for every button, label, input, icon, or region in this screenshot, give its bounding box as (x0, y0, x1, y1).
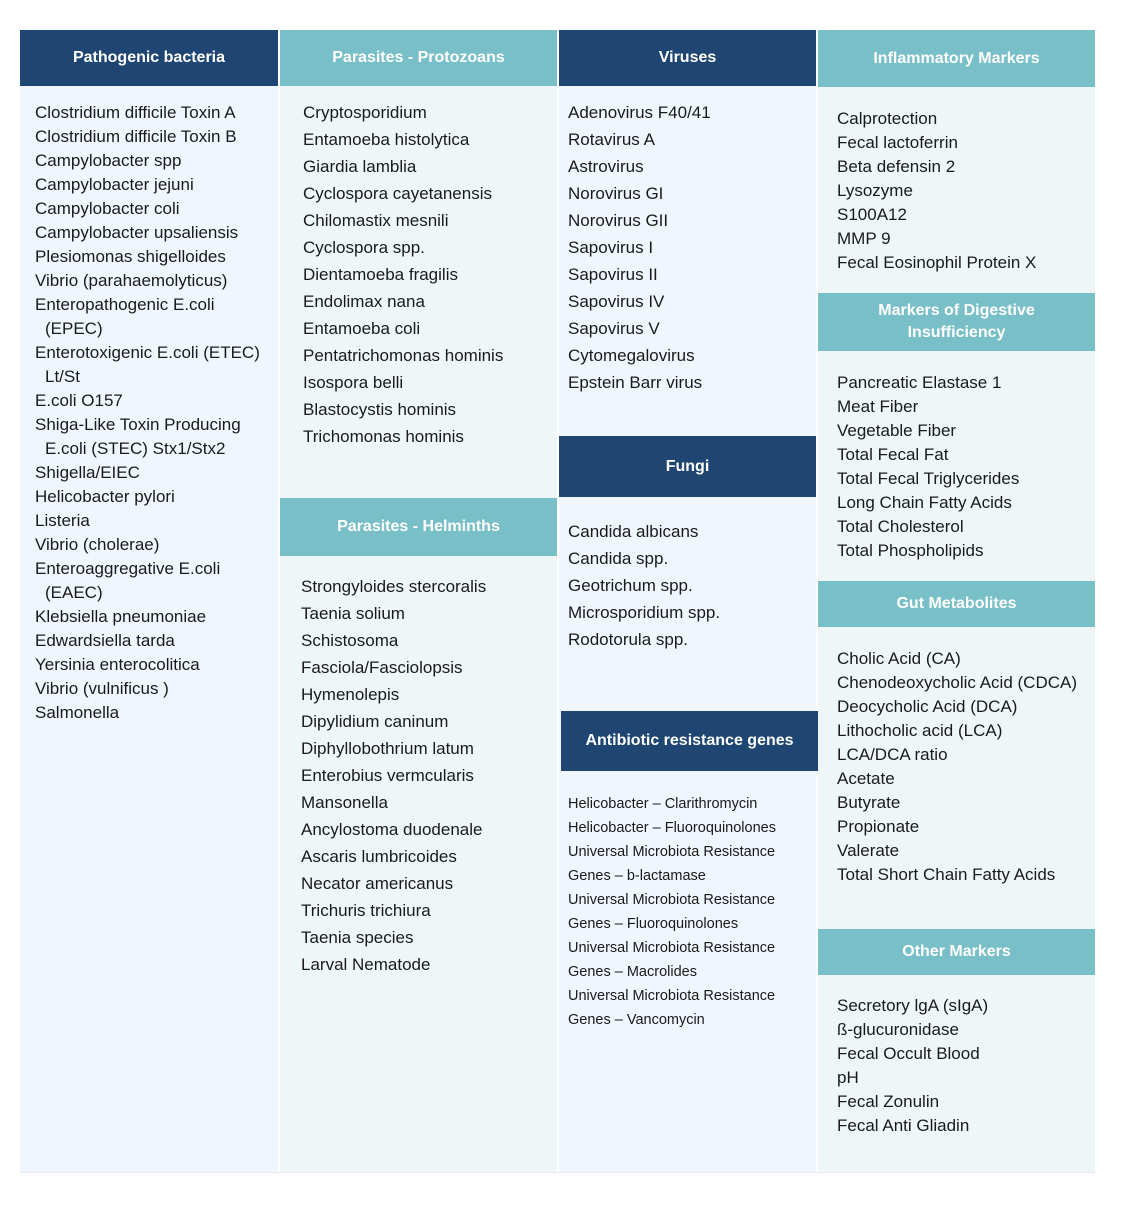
list-item: Isospora belli (303, 373, 404, 392)
list-item: Mansonella (301, 793, 388, 812)
list-item: Pancreatic Elastase 1 (837, 373, 1002, 392)
digestive-header: Markers of Digestive Insufficiency (818, 293, 1095, 351)
antibiotic-header: Antibiotic resistance genes (561, 711, 818, 771)
inflammatory-list (837, 107, 1087, 275)
list-item: Meat Fiber (837, 397, 919, 416)
markers-column (818, 30, 1095, 1172)
list-item: Cyclospora spp. (303, 238, 425, 257)
parasites-column (280, 30, 557, 1172)
list-item: Beta defensin 2 (837, 157, 956, 176)
list-item: Vibrio (vulnificus ) (35, 679, 169, 698)
list-item: Microsporidium spp. (568, 603, 721, 622)
other-markers-header: Other Markers (818, 929, 1095, 975)
list-item: Diphyllobothrium latum (301, 739, 474, 758)
list-item: Klebsiella pneumoniae (35, 607, 207, 626)
fungi-header: Fungi (559, 436, 816, 497)
list-item: LCA/DCA ratio (837, 745, 948, 764)
list-item: Genes – Fluoroquinolones (568, 916, 739, 932)
list-item: Fecal lactoferrin (837, 133, 958, 152)
list-item: Helicobacter – Fluoroquinolones (568, 820, 776, 836)
fungi-list (568, 518, 808, 653)
metabolites-header: Gut Metabolites (818, 581, 1095, 627)
list-item: Vibrio (cholerae) (35, 535, 160, 554)
list-item: Sapovirus II (568, 265, 658, 284)
list-item: Total Fecal Fat (837, 445, 949, 464)
list-item: Schistosoma (301, 631, 399, 650)
other-markers-list (837, 994, 1087, 1138)
list-item: Trichomonas hominis (303, 427, 464, 446)
list-item: Universal Microbiota Resistance (568, 988, 776, 1004)
list-item: Clostridium difficile Toxin A (35, 103, 236, 122)
list-item: pH (837, 1068, 859, 1087)
list-item: Blastocystis hominis (303, 400, 457, 419)
list-item: Larval Nematode (301, 955, 431, 974)
list-item: Fasciola/Fasciolopsis (301, 658, 463, 677)
list-item: Entamoeba histolytica (303, 130, 470, 149)
list-item: Total Short Chain Fatty Acids (837, 865, 1056, 884)
list-item: Vibrio (parahaemolyticus) (35, 271, 228, 290)
list-item: Fecal Eosinophil Protein X (837, 253, 1037, 272)
list-item: Cytomegalovirus (568, 346, 695, 365)
list-item: Pentatrichomonas hominis (303, 346, 504, 365)
inflammatory-header: Inflammatory Markers (818, 30, 1095, 87)
list-item: Genes – b-lactamase (568, 868, 706, 884)
list-item: Norovirus GII (568, 211, 669, 230)
list-item: Adenovirus F40/41 (568, 103, 711, 122)
list-item: Universal Microbiota Resistance (568, 892, 776, 908)
list-item: Yersinia enterocolitica (35, 655, 200, 674)
list-item: Astrovirus (568, 157, 644, 176)
list-item: Deocycholic Acid (DCA) (837, 697, 1018, 716)
list-item: Norovirus GI (568, 184, 664, 203)
list-item: Ancylostoma duodenale (301, 820, 483, 839)
list-item: Total Fecal Triglycerides (837, 469, 1020, 488)
list-item: Universal Microbiota Resistance (568, 940, 776, 956)
list-item: Enterobius vermcularis (301, 766, 474, 785)
list-item: Enteroaggregative E.coli (EAEC) (35, 559, 221, 602)
helminths-header: Parasites - Helminths (280, 498, 557, 556)
list-item: Genes – Vancomycin (568, 1012, 705, 1028)
list-item: Fecal Zonulin (837, 1092, 940, 1111)
list-item: Candida spp. (568, 549, 669, 568)
list-item: Shiga-Like Toxin Producing E.coli (STEC) Stx1/Stx2 (35, 415, 241, 458)
list-item: Campylobacter coli (35, 199, 180, 218)
list-item: Total Cholesterol (837, 517, 964, 536)
list-item: Enterotoxigenic E.coli (ETEC) Lt/St (35, 343, 260, 386)
list-item: Epstein Barr virus (568, 373, 703, 392)
list-item: ß-glucuronidase (837, 1020, 959, 1039)
list-item: Vegetable Fiber (837, 421, 957, 440)
list-item: Long Chain Fatty Acids (837, 493, 1012, 512)
list-item: Enteropathogenic E.coli (EPEC) (35, 295, 215, 338)
list-item: Campylobacter upsaliensis (35, 223, 239, 242)
list-item: Chilomastix mesnili (303, 211, 449, 230)
list-item: Fecal Occult Blood (837, 1044, 980, 1063)
list-item: Listeria (35, 511, 90, 530)
list-item: Sapovirus V (568, 319, 660, 338)
list-item: Rotavirus A (568, 130, 655, 149)
list-item: Strongyloides stercoralis (301, 577, 487, 596)
list-item: Lithocholic acid (LCA) (837, 721, 1003, 740)
list-item: Salmonella (35, 703, 120, 722)
list-item: Calprotection (837, 109, 938, 128)
pathogenic-bacteria-header: Pathogenic bacteria (20, 30, 278, 86)
list-item: Total Phospholipids (837, 541, 984, 560)
bottom-divider (20, 1172, 1095, 1173)
list-item: Hymenolepis (301, 685, 400, 704)
list-item: S100A12 (837, 205, 907, 224)
list-item: Campylobacter spp (35, 151, 182, 170)
list-item: Shigella/EIEC (35, 463, 140, 482)
list-item: Helicobacter – Clarithromycin (568, 796, 758, 812)
list-item: Dipylidium caninum (301, 712, 449, 731)
list-item: MMP 9 (837, 229, 891, 248)
list-item: Valerate (837, 841, 900, 860)
list-item: Secretory lgA (sIgA) (837, 996, 989, 1015)
list-item: Propionate (837, 817, 920, 836)
pathogenic-bacteria-list (35, 101, 275, 725)
list-item: Plesiomonas shigelloides (35, 247, 226, 266)
list-item: Ascaris lumbricoides (301, 847, 457, 866)
list-item: Trichuris trichiura (301, 901, 431, 920)
protozoans-header: Parasites - Protozoans (280, 30, 557, 86)
helminths-list (301, 573, 551, 978)
list-item: Fecal Anti Gliadin (837, 1116, 970, 1135)
list-item: Endolimax nana (303, 292, 425, 311)
list-item: Clostridium difficile Toxin B (35, 127, 237, 146)
protozoans-list (303, 99, 553, 450)
list-item: Candida albicans (568, 522, 699, 541)
list-item: Butyrate (837, 793, 901, 812)
list-item: Taenia species (301, 928, 414, 947)
list-item: Chenodeoxycholic Acid (CDCA) (837, 673, 1077, 692)
list-item: Universal Microbiota Resistance (568, 844, 776, 860)
list-item: Entamoeba coli (303, 319, 421, 338)
list-item: Necator americanus (301, 874, 454, 893)
digestive-list (837, 371, 1087, 563)
list-item: Lysozyme (837, 181, 913, 200)
list-item: Cholic Acid (CA) (837, 649, 961, 668)
list-item: E.coli O157 (35, 391, 123, 410)
list-item: Geotrichum spp. (568, 576, 693, 595)
list-item: Taenia solium (301, 604, 405, 623)
list-item: Helicobacter pylori (35, 487, 175, 506)
list-item: Cyclospora cayetanensis (303, 184, 492, 203)
viruses-fungi-column (559, 30, 816, 1172)
pathogenic-bacteria-column (20, 30, 278, 1172)
viruses-list (568, 99, 808, 396)
list-item: Campylobacter jejuni (35, 175, 194, 194)
list-item: Cryptosporidium (303, 103, 427, 122)
list-item: Sapovirus I (568, 238, 654, 257)
metabolites-list (837, 647, 1087, 887)
list-item: Acetate (837, 769, 895, 788)
list-item: Rodotorula spp. (568, 630, 689, 649)
list-item: Edwardsiella tarda (35, 631, 175, 650)
list-item: Genes – Macrolides (568, 964, 697, 980)
antibiotic-list (568, 792, 816, 1032)
list-item: Sapovirus IV (568, 292, 665, 311)
list-item: Dientamoeba fragilis (303, 265, 458, 284)
viruses-header: Viruses (559, 30, 816, 86)
list-item: Giardia lamblia (303, 157, 417, 176)
